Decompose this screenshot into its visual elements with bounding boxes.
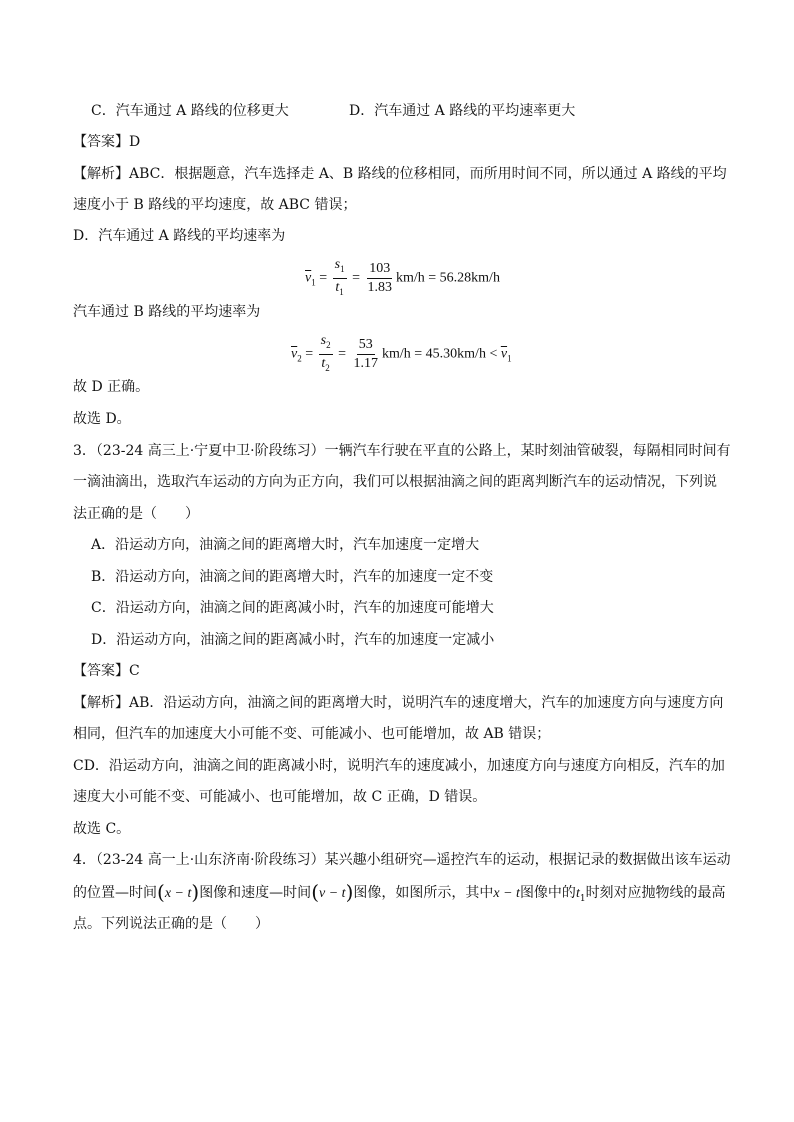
q3-stem-line-1: 3．（23-24 高三上·宁夏中卫·阶段练习）一辆汽车行驶在平直的公路上，某时刻油管破裂，每隔相同时间有	[73, 443, 731, 459]
equation-2: $\overline{v}_2$ = $\frac{s_2}{t_2}$ = $\frac{53}{1.17}$ $km/h = 45.30km/h < \overline{v}_1$	[291, 333, 512, 373]
option-d-prev: D．汽车通过 A 路线的平均速率更大	[349, 103, 576, 119]
q2-d-line: D．汽车通过 A 路线的平均速率为	[73, 228, 286, 244]
q2-conclusion-1: 故 D 正确。	[73, 379, 150, 395]
q3-answer: 【答案】C	[73, 663, 140, 679]
equation-1: $\overline{v}_1$ = $\frac{s_1}{t_1}$ = $\frac{103}{1.83}$ km/h = 56.28km/h	[305, 257, 500, 297]
q3-explanation-line-3: CD．沿运动方向，油滴之间的距离减小时，说明汽车的速度减小，加速度方向与速度方向相反，汽车的加	[73, 758, 725, 774]
q3-explanation-line-1: 【解析】AB．沿运动方向，油滴之间的距离增大时，说明汽车的速度增大，汽车的加速度方向与速度方向	[73, 695, 724, 711]
q3-option-d: D．沿运动方向，油滴之间的距离减小时，汽车的加速度一定减小	[91, 632, 495, 648]
q3-explanation-line-4: 速度大小可能不变、可能减小、也可能增加，故 C 正确，D 错误。	[73, 789, 487, 805]
q3-explanation-line-2: 相同，但汽车的加速度大小可能不变、可能减小、也可能增加，故 AB 错误；	[73, 726, 551, 742]
q2-b-line: 汽车通过 B 路线的平均速率为	[73, 304, 261, 320]
q3-option-c: C．沿运动方向，油滴之间的距离减小时，汽车的加速度可能增大	[91, 600, 494, 616]
q4-stem-line-3: 点。下列说法正确的是（ ）	[73, 916, 269, 932]
q4-stem-line-2: 的位置—时间(x − t)图像和速度—时间(v − t)图像，如图所示，其中x − t图像中的$t_1$时刻对应抛物线的最高	[73, 880, 726, 904]
q3-option-a: A．沿运动方向，油滴之间的距离增大时，汽车加速度一定增大	[91, 537, 480, 553]
option-c-prev: C．汽车通过 A 路线的位移更大	[91, 103, 289, 119]
q3-stem-line-2: 一滴油滴出，选取汽车运动的方向为正方向，我们可以根据油滴之间的距离判断汽车的运动情况，下列说	[73, 474, 717, 490]
q2-answer: 【答案】D	[73, 134, 141, 150]
q3-stem-line-3: 法正确的是（ ）	[73, 506, 199, 522]
q3-conclusion: 故选 C。	[73, 821, 131, 837]
q2-explanation-line-2: 速度小于 B 路线的平均速度，故 ABC 错误；	[73, 197, 357, 213]
q4-stem-line-1: 4．（23-24 高一上·山东济南·阶段练习）某兴趣小组研究—遥控汽车的运动，根据记录的数据做出该车运动	[73, 852, 731, 868]
q2-conclusion-2: 故选 D。	[73, 411, 131, 427]
q3-option-b: B．沿运动方向，油滴之间的距离增大时，汽车的加速度一定不变	[91, 569, 494, 585]
q2-explanation-line-1: 【解析】ABC．根据题意，汽车选择走 A、B 路线的位移相同，而所用时间不同，所以通过 A 路线的平均	[73, 166, 727, 182]
